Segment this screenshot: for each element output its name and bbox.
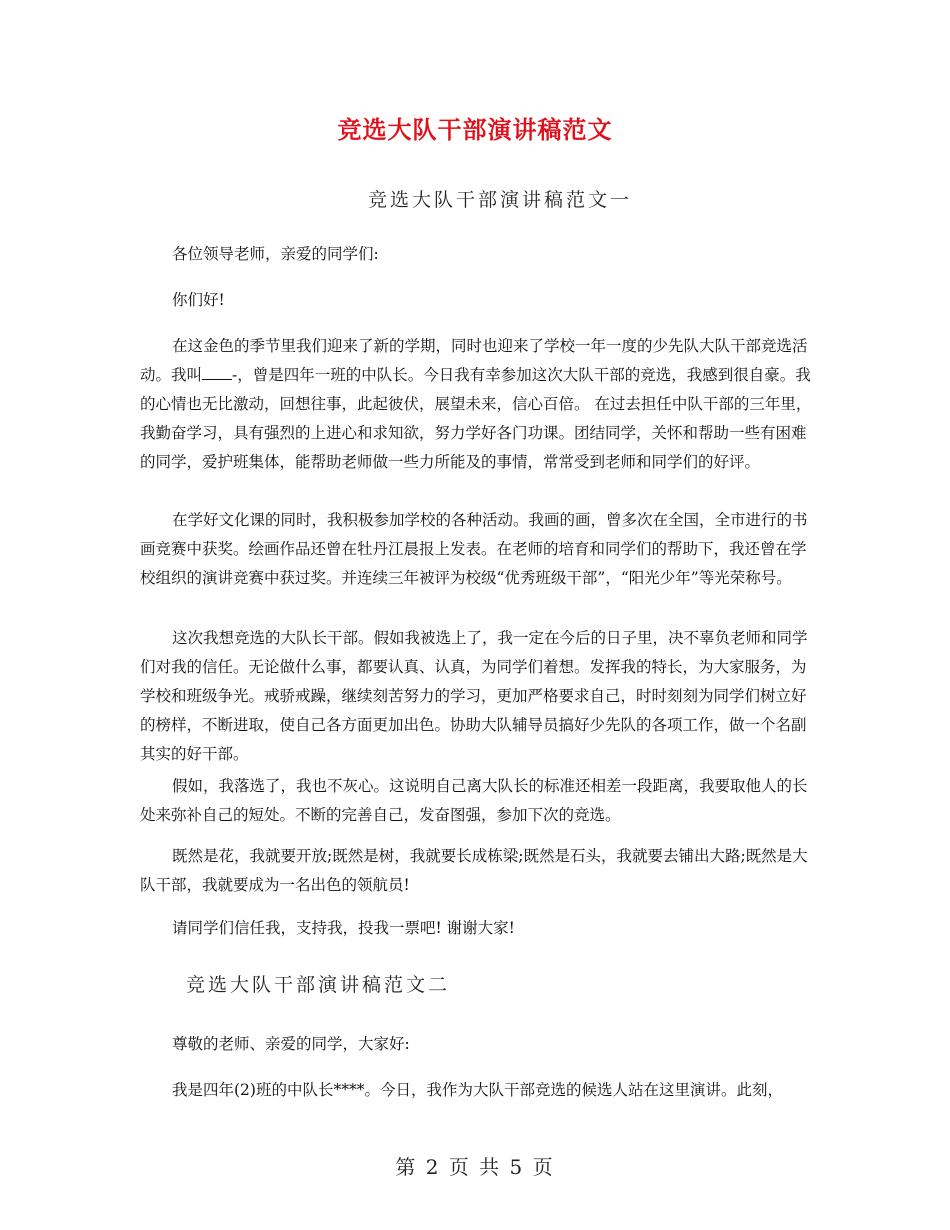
paragraph-5: 既然是花，我就要开放;既然是树，我就要长成栋梁;既然是石头，我就要去铺出大路;既然是大队干部，我就要成为一名出色的领航员!: [140, 847, 808, 894]
section-heading-2: 竞选大队干部演讲稿范文二: [186, 974, 451, 996]
hello-paragraph: 你们好!: [172, 291, 225, 309]
paragraph-6: 请同学们信任我，支持我，投我一票吧! 谢谢大家!: [172, 919, 515, 937]
section-heading-1: 竞选大队干部演讲稿范文一: [368, 189, 633, 211]
paragraph-1-start: 在这金色的季节里我们迎来了新的学期，同时也迎来了学校一年一度的少先队大队干部竞选活动。我叫: [140, 337, 808, 384]
paragraph-1: [140, 332, 812, 477]
paragraph-4: 假如，我落选了，我也不灰心。这说明自己离大队长的标准还相差一段距离，我要取他人的长处来弥补自己的短处。不断的完善自己，发奋图强，参加下次的竞选。: [140, 777, 808, 824]
paragraph-3: 这次我想竞选的大队长干部。假如我被选上了，我一定在今后的日子里，决不辜负老师和同学们对我的信任。无论做什么事，都要认真、认真，为同学们着想。发挥我的特长，为大家服务，为学校和班级争光。戒骄戒躁，继续刻苦努力的学习，更加严格要求自己，时时刻刻为同学们树立好的榜样，不断进取，使自己各方面更加出色。协助大队辅导员搞好少先队的各项工作，做一个名副其实的好干部。: [140, 629, 808, 763]
paragraph-7: 我是四年(2)班的中队长****。今日，我作为大队干部竞选的候选人站在这里演讲。此刻，: [172, 1081, 783, 1099]
greeting-paragraph-2: 尊敬的老师、亲爱的同学，大家好:: [172, 1035, 410, 1053]
page-footer: 第 2 页 共 5 页: [395, 1155, 555, 1179]
name-blank: [202, 365, 232, 380]
paragraph-2: 在学好文化课的同时，我积极参加学校的各种活动。我画的画，曾多次在全国，全市进行的书画竞赛中获奖。绘画作品还曾在牡丹江晨报上发表。在老师的培育和同学们的帮助下，我还曾在学校组织的演讲竞赛中获过奖。并连续三年被评为校级“优秀班级干部”，“阳光少年”等光荣称号。: [140, 511, 808, 587]
paragraph-1-rest: -，曾是四年一班的中队长。今日我有幸参加这次大队干部的竞选，我感到很自豪。我的心情也无比激动，回想往事，此起彼伏，展望未来，信心百倍。 在过去担任中队干部的三年里，我勤奋学习，具有强烈的上进心和求知欲，努力学好各门功课。团结同学，关怀和帮助一些有困难的同学，爱护班集体，能帮助老师做一些力所能及的事情，常常受到老师和同学们的好评。: [140, 366, 812, 471]
document-title: 竞选大队干部演讲稿范文: [337, 115, 613, 144]
greeting-paragraph: 各位领导老师，亲爱的同学们:: [172, 245, 379, 263]
